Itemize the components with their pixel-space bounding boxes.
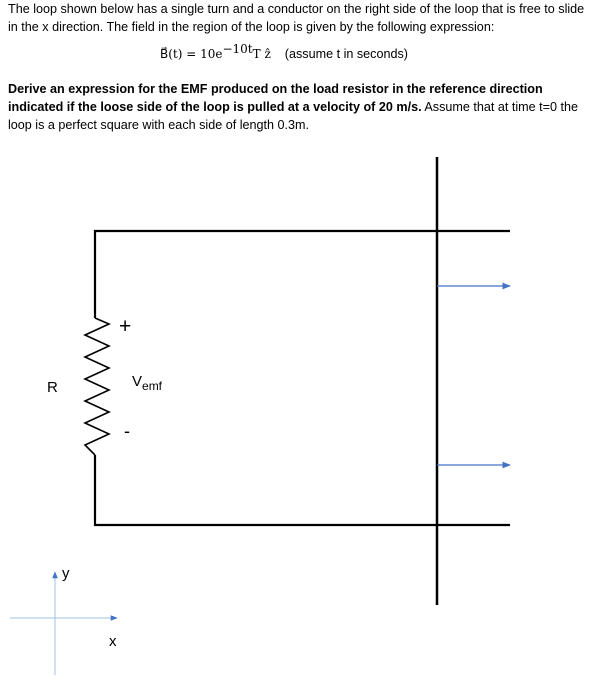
equation-lhs: B⃗(t) <box>160 47 183 62</box>
loop-top-wire <box>95 231 510 318</box>
task-bold-text: Derive an expression for the EMF produced on the load resistor in the reference direction indicated if the loose side of the loop is pulled at a velocity of 20 m/s. <box>8 82 543 114</box>
equation-rhs-suffix: T ẑ <box>252 47 271 62</box>
polarity-plus: + <box>119 315 132 338</box>
vemf-main: V <box>132 373 143 390</box>
equation-note: (assume t in seconds) <box>284 47 408 62</box>
vemf-subscript: emf <box>142 379 163 393</box>
problem-intro: The loop shown below has a single turn and a conductor on the right side of the loop that is free to slide in the x direction. The field in the region of the loop is given by the following expression: <box>8 2 585 34</box>
y-axis-label: y <box>62 565 70 582</box>
resistor-label: R <box>47 379 58 396</box>
x-axis-label: x <box>109 633 117 650</box>
equation-exponent: −10t <box>222 42 253 56</box>
equation-rhs-prefix: = 10e <box>182 47 223 62</box>
polarity-minus: - <box>124 421 130 441</box>
task-rest-text: Assume that at time t=0 the loop is a perfect square with each side of length 0.3m. <box>8 100 579 132</box>
resistor-symbol <box>85 318 109 455</box>
vemf-label <box>132 373 163 393</box>
